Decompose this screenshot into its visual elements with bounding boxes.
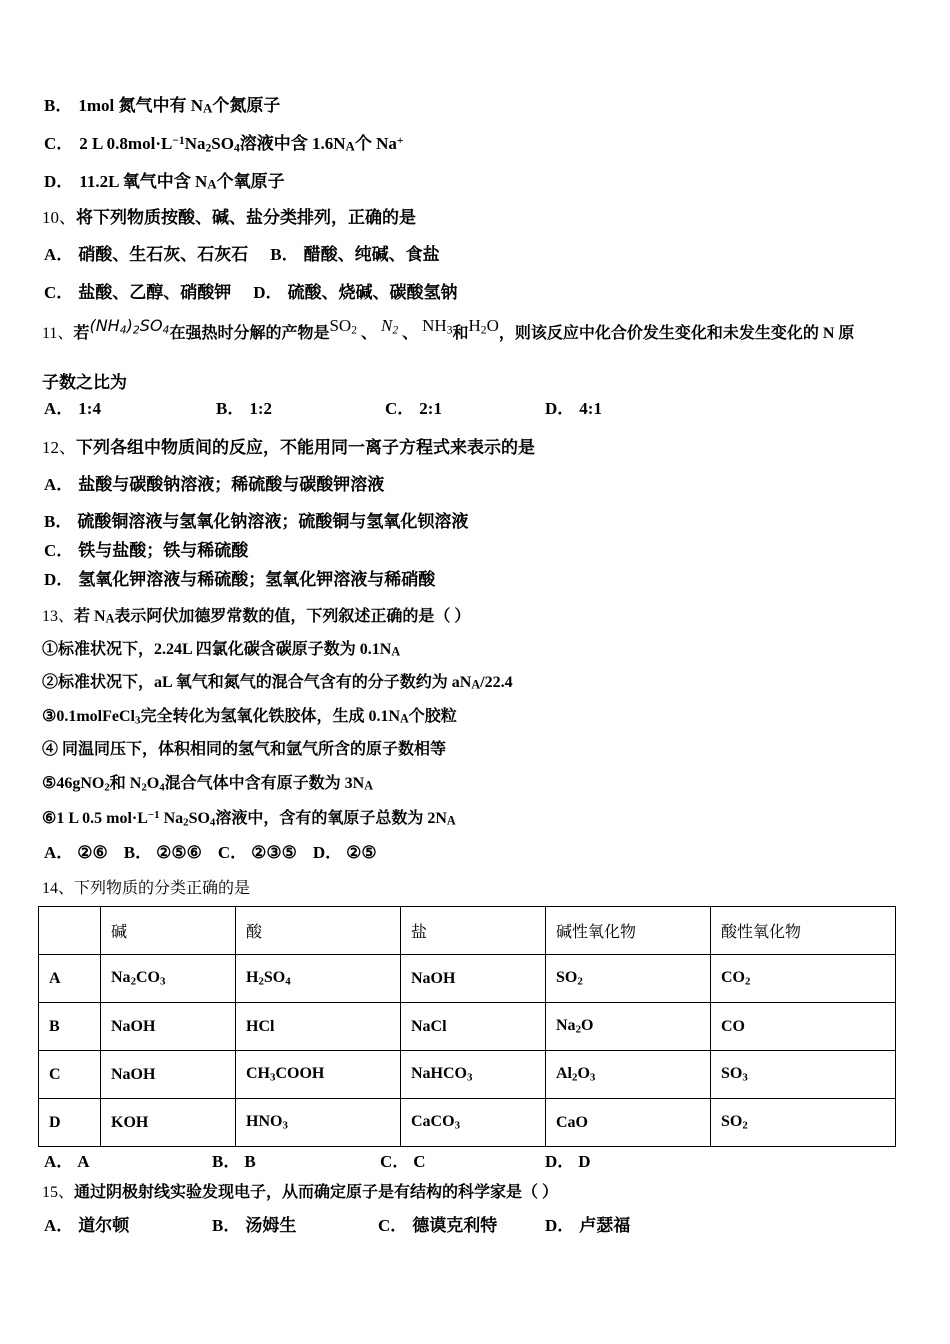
option-text: 卢瑟福	[579, 1216, 631, 1235]
table-row	[39, 1051, 896, 1099]
question-13-stem: 13、若 NA表示阿伏加德罗常数的值，下列叙述正确的是（ ）	[42, 608, 471, 626]
cell-acid: $HNO_3$	[236, 1099, 401, 1147]
option-label: B．	[44, 512, 73, 531]
question-15-option-d	[545, 1216, 630, 1236]
option-label: C．	[380, 1152, 410, 1171]
cell-salt: NaHCO$_3$	[401, 1051, 546, 1099]
option-text: 1:4	[78, 399, 101, 418]
option-text-d: ②⑤	[346, 843, 377, 862]
question-11-stem-line2: 子数之比为	[42, 373, 127, 392]
option-label-a: A．	[44, 843, 74, 862]
question-13-statement-6: ⑥1 L 0.5 $mol\cdot L^{-1}$ $Na_2SO_4$溶液中，含有的氧原子总数为 2NA	[42, 809, 456, 829]
cell-acidic-oxide: $SO_2$	[711, 1099, 896, 1147]
cell-salt: NaCl	[401, 1003, 546, 1051]
question-12-option-d	[44, 570, 435, 590]
question-number: 14、	[42, 880, 75, 897]
table-header-cell-0	[39, 907, 101, 955]
option-text: 铁与盐酸；铁与稀硫酸	[78, 541, 249, 560]
option-label: B．	[212, 1152, 241, 1171]
row-id: A	[39, 955, 101, 1003]
formula-ammonium-sulfate: $(NH_4)_2SO_4$	[89, 316, 170, 337]
cell-basic-oxide: $Al_2O_3$	[546, 1051, 711, 1099]
question-number: 11、	[42, 325, 74, 342]
option-label: A．	[44, 1216, 74, 1235]
question-15-option-c	[378, 1216, 497, 1236]
cell-acidic-oxide: $CO_2$	[711, 955, 896, 1003]
question-13-statement-5: ⑤46gNO$_2$和 $N_2O_4$混合气体中含有原子数为 3NA	[42, 775, 374, 794]
question-12-option-a	[44, 475, 384, 495]
option-label: B．	[212, 1216, 241, 1235]
cell-basic-oxide: $SO_2$	[546, 955, 711, 1003]
cell-acidic-oxide: $SO_3$	[711, 1051, 896, 1099]
question-11-option-a	[44, 399, 101, 419]
cell-salt: CaCO$_3$	[401, 1099, 546, 1147]
option-label: D．	[44, 172, 74, 191]
option-text: 2:1	[419, 399, 442, 418]
cell-basic-oxide: $Na_2O$	[546, 1003, 711, 1051]
table-header-cell-acid: 酸	[236, 907, 401, 955]
question-14-option-b	[212, 1152, 256, 1172]
option-label: A．	[44, 475, 74, 494]
option-label-b: B．	[270, 245, 299, 264]
option-label: A．	[44, 1152, 74, 1171]
option-text: 4:1	[579, 399, 602, 418]
cell-basic-oxide: CaO	[546, 1099, 711, 1147]
option-label-c: C．	[217, 843, 248, 862]
question-13-statement-2: ②标准状况下，aL 氧气和氮气的混合气含有的分子数约为 aNA/22.4	[42, 674, 513, 692]
cell-base: $Na_2CO_3$	[101, 955, 236, 1003]
question-text: 通过阴极射线实验发现电子，从而确定原子是有结构的科学家是（ ）	[74, 1184, 559, 1201]
option-b-q9: B． 1mol 氮气中有 NA个氮原子	[44, 96, 281, 116]
question-number: 12、	[42, 438, 76, 457]
option-text-d: 硫酸、烧碱、碳酸氢钠	[287, 283, 458, 302]
option-text-b: ②⑤⑥	[156, 843, 202, 862]
option-text: A	[77, 1152, 90, 1171]
question-14-option-a	[44, 1152, 90, 1172]
question-15-stem	[42, 1184, 558, 1202]
question-11-stem: 11、若$(NH_4)_2SO_4$在强热时分解的产物是$SO_2$ 、 $N_2$ 、 $NH_3$和$H_2O$，则该反应中化合价发生变化和未发生变化的 N 原	[42, 316, 855, 342]
row-id: B	[39, 1003, 101, 1051]
formula-n2: $N_2$	[381, 316, 399, 337]
question-13-statement-4: ④ 同温同压下，体积相同的氢气和氩气所含的原子数相等	[42, 741, 447, 758]
question-number: 15、	[42, 1184, 75, 1201]
option-text: 氢氧化钾溶液与稀硫酸；氢氧化钾溶液与稀硝酸	[78, 570, 436, 589]
option-text-a: 硝酸、生石灰、石灰石	[78, 245, 249, 264]
option-label: B．	[216, 399, 245, 418]
option-label-c: C．	[44, 283, 74, 302]
table-header-cell-base: 碱	[101, 907, 236, 955]
question-13-options	[44, 843, 377, 863]
option-text-c: ②③⑤	[251, 843, 297, 862]
table-header-cell-basic-oxide: 碱性氧化物	[546, 907, 711, 955]
question-12-option-b	[44, 512, 468, 532]
cell-salt: NaOH	[401, 955, 546, 1003]
option-text: 硫酸铜溶液与氢氧化钠溶液；硫酸铜与氢氧化钡溶液	[77, 512, 469, 531]
option-label-d: D．	[253, 283, 283, 302]
cell-acid: HCl	[236, 1003, 401, 1051]
classification-table	[38, 906, 896, 1147]
question-12-stem	[42, 438, 535, 458]
table-header-row	[39, 907, 896, 955]
question-11-option-b	[216, 399, 272, 419]
option-label: D．	[545, 399, 575, 418]
question-11-option-d	[545, 399, 602, 419]
question-10-options-row2	[44, 283, 458, 303]
option-label: C．	[44, 134, 74, 154]
option-label: B．	[44, 96, 73, 115]
question-15-option-a	[44, 1216, 129, 1236]
option-label-a: A．	[44, 245, 74, 264]
option-label: D．	[545, 1152, 575, 1171]
question-13-statement-1: ①标准状况下，2.24L 四氯化碳含碳原子数为 0.1NA	[42, 641, 401, 659]
cell-acid: $H_2SO_4$	[236, 955, 401, 1003]
question-15-option-b	[212, 1216, 296, 1236]
cell-base: NaOH	[101, 1051, 236, 1099]
option-label-b: B．	[123, 843, 153, 862]
option-label: C．	[44, 541, 74, 560]
cell-base: KOH	[101, 1099, 236, 1147]
table-header-cell-salt: 盐	[401, 907, 546, 955]
option-text: 1:2	[249, 399, 273, 418]
question-14-option-d	[545, 1152, 591, 1172]
option-d-q9: D． 11.2L 氧气中含 NA个氧原子	[44, 172, 285, 192]
row-id: C	[39, 1051, 101, 1099]
table-row	[39, 1099, 896, 1147]
question-11-option-c	[385, 399, 442, 419]
question-number: 10、	[42, 208, 76, 227]
formula-nh3: $NH_3$	[422, 316, 453, 337]
row-id: D	[39, 1099, 101, 1147]
option-text: B	[244, 1152, 256, 1171]
cell-acidic-oxide: CO	[711, 1003, 896, 1051]
option-text-c: 盐酸、乙醇、硝酸钾	[78, 283, 232, 302]
option-text: 德谟克利特	[412, 1216, 498, 1235]
question-12-option-c	[44, 541, 248, 561]
cell-base: NaOH	[101, 1003, 236, 1051]
option-label: C．	[378, 1216, 408, 1235]
option-text: D	[578, 1152, 591, 1171]
cell-acid: $CH_3COOH$	[236, 1051, 401, 1099]
question-text: 下列物质的分类正确的是	[74, 880, 251, 897]
question-10-stem	[42, 208, 416, 228]
table-row	[39, 955, 896, 1003]
question-10-options-row1	[44, 245, 440, 265]
table-row	[39, 1003, 896, 1051]
classification-table-wrapper	[38, 906, 895, 1147]
option-label: D．	[44, 570, 74, 589]
option-text: 盐酸与碳酸钠溶液；稀硫酸与碳酸钾溶液	[78, 475, 385, 494]
table-header-cell-acidic-oxide: 酸性氧化物	[711, 907, 896, 955]
formula-so2: $SO_2$	[329, 316, 357, 337]
question-text: 将下列物质按酸、碱、盐分类排列，正确的是	[76, 208, 416, 227]
option-text: C	[413, 1152, 426, 1171]
question-text: 下列各组中物质间的反应，不能用同一离子方程式来表示的是	[76, 438, 535, 457]
option-c-q9: C． 2 L $0.8mol\cdot L^{-1}Na_2SO_4$溶液中含 1.6NA个 Na+	[44, 134, 404, 155]
option-label: A．	[44, 399, 74, 418]
formula-h2o: $H_2O$	[468, 316, 499, 337]
option-label-d: D．	[312, 843, 343, 862]
question-number: 13、	[42, 608, 75, 625]
question-14-option-c	[380, 1152, 426, 1172]
option-label: C．	[385, 399, 415, 418]
option-text: 道尔顿	[78, 1216, 130, 1235]
option-label: D．	[545, 1216, 575, 1235]
question-13-statement-3: ③0.1molFeCl$_3$完全转化为氢氧化铁胶体，生成 0.1NA个胶粒	[42, 708, 457, 727]
option-text: 汤姆生	[245, 1216, 297, 1235]
option-text-b: 醋酸、纯碱、食盐	[303, 245, 440, 264]
option-text-a: ②⑥	[77, 843, 108, 862]
question-14-stem	[42, 880, 250, 898]
